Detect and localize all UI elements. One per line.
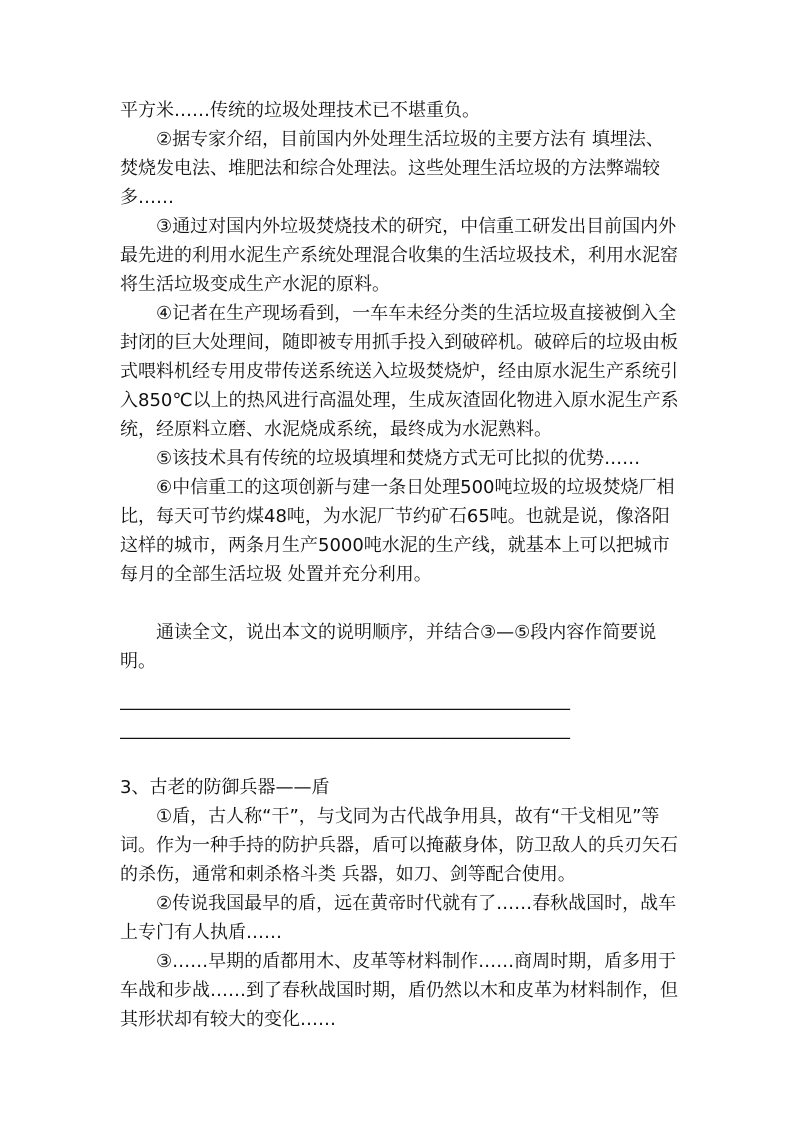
section-title: 3、古老的防御兵器——盾 (120, 777, 330, 798)
paragraph-6: ⑥中信重工的这项创新与建一条日处理500吨垃圾的垃圾焚烧厂相比，每天可节约煤48吨，为水泥厂节约矿石65吨。也就是说，像洛阳这样的城市，两条月生产5000吨水泥的生产线，就基本上可以把城市每月的全部生活垃圾 处置并充分利用。 (120, 477, 675, 585)
section-paragraph-1: ①盾，古人称“干”，与戈同为古代战争用具，故有“干戈相见”等词。作为一种手持的防护兵器，盾可以掩蔽身体，防卫敌人的兵刃矢石的杀伤，通常和刺杀格斗类 兵器，如刀、剑等配合使用。 (120, 806, 678, 885)
answer-line-2: __________________________________________________ (120, 719, 570, 740)
paragraph-4: ④记者在生产现场看到，一车车未经分类的生活垃圾直接被倒入全封闭的巨大处理间，随即被专用抓手投入到破碎机。破碎后的垃圾由板式喂料机经专用皮带传送系统送入垃圾焚烧炉，经由原水泥生产系统引入850℃以上的热风进行高温处理，生成灰渣固化物进入原水泥生产系统，经原料立磨、水泥烧成系统，最终成为水泥熟料。 (120, 303, 679, 440)
answer-line-1: __________________________________________________ (120, 690, 570, 711)
section-paragraph-3: ③……早期的盾都用木、皮革等材料制作……商周时期，盾多用于车战和步战……到了春秋战国时期，盾仍然以木和皮革为材料制作，但其形状却有较大的变化…… (120, 951, 678, 1030)
paragraph-2: ②据专家介绍，目前国内外处理生活垃圾的主要方法有 填埋法、焚烧发电法、堆肥法和综合处理法。这些处理生活垃圾的方法弊端较多…… (120, 129, 664, 208)
document-content (120, 96, 680, 1034)
section-paragraph-2: ②传说我国最早的盾，远在黄帝时代就有了……春秋战国时，战车上专门有人执盾…… (120, 893, 677, 943)
spacer (120, 589, 680, 618)
spacer (120, 744, 680, 773)
paragraph-3: ③通过对国内外垃圾焚烧技术的研究，中信重工研发出目前国内外最先进的利用水泥生产系统处理混合收集的生活垃圾技术，利用水泥窑将生活垃圾变成生产水泥的原料。 (120, 216, 678, 295)
spacer (120, 676, 680, 686)
paragraph-1: 平方米……传统的垃圾处理技术已不堪重负。 (120, 100, 480, 121)
question-text: 通读全文，说出本文的说明顺序，并结合③—⑤段内容作简要说明。 (120, 622, 657, 672)
paragraph-5: ⑤该技术具有传统的垃圾填埋和焚烧方式无可比拟的优势…… (156, 448, 641, 469)
